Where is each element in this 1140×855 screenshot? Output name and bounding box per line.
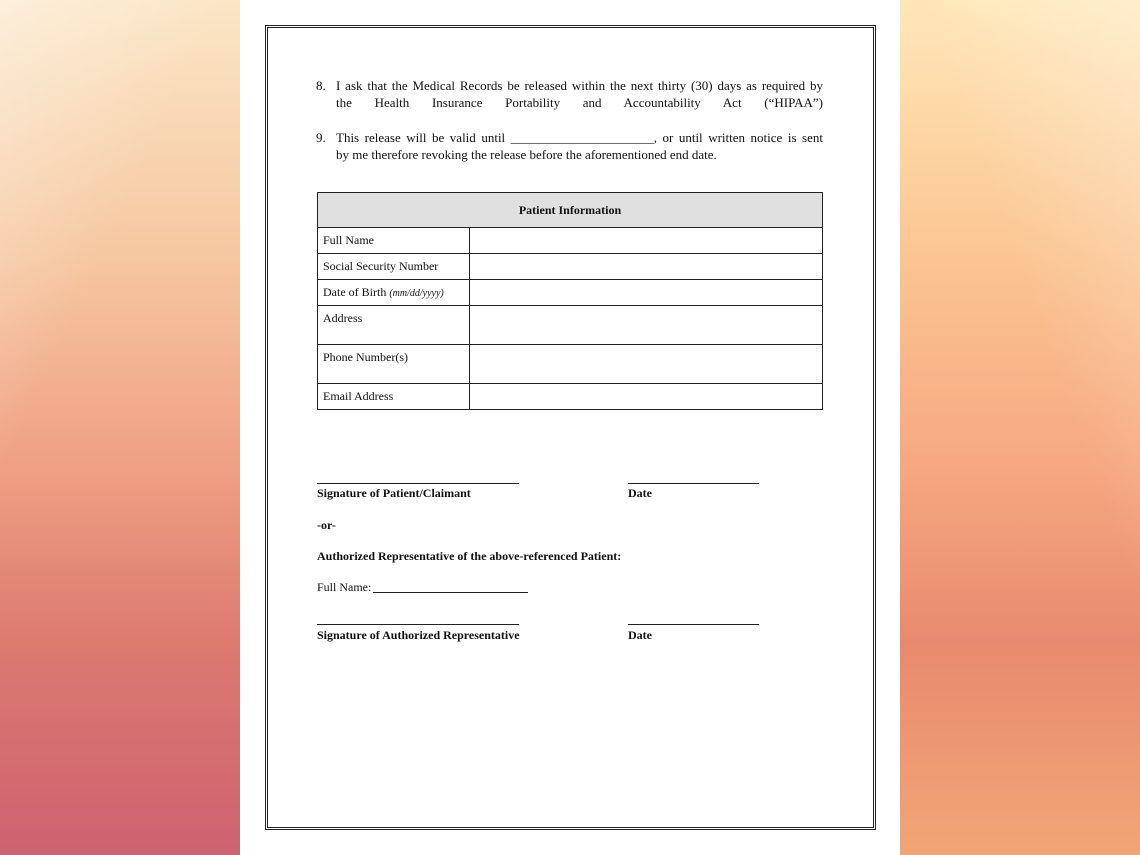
row-label: Date of Birth <box>323 285 387 299</box>
representative-signature-line[interactable] <box>317 624 519 625</box>
table-row <box>318 345 823 384</box>
date-label: Date <box>628 486 652 500</box>
date-format-hint: (mm/dd/yyyy) <box>389 288 444 299</box>
clause-text-line: This release will be valid until ______________________, or until written notice is sent <box>336 130 823 145</box>
full-name-label: Full Name: <box>317 580 372 594</box>
date-of-birth-field[interactable] <box>470 280 823 306</box>
phone-field[interactable] <box>470 345 823 384</box>
clause-9 <box>316 129 823 163</box>
clause-text-line: the Health Insurance Portability and Accountability Act (“HIPAA”) <box>336 95 823 110</box>
document-page <box>240 0 900 855</box>
table-row <box>318 280 823 306</box>
clause-text-line: by me therefore revoking the release before the aforementioned end date. <box>336 147 717 162</box>
table-row <box>318 384 823 410</box>
table-row <box>318 254 823 280</box>
patient-signature-label: Signature of Patient/Claimant <box>317 486 471 500</box>
row-label: Full Name <box>318 228 470 254</box>
clause-number: 8. <box>316 78 326 93</box>
representative-full-name-line[interactable] <box>373 592 528 593</box>
row-label-dob <box>318 280 470 306</box>
or-separator: -or- <box>317 518 336 532</box>
representative-heading: Authorized Representative of the above-referenced Patient: <box>317 549 622 563</box>
email-field[interactable] <box>470 384 823 410</box>
row-label: Email Address <box>318 384 470 410</box>
clause-8 <box>316 77 823 111</box>
full-name-field[interactable] <box>470 228 823 254</box>
clause-text-line: I ask that the Medical Records be released within the next thirty (30) days as required by <box>336 78 823 93</box>
ssn-field[interactable] <box>470 254 823 280</box>
date-label: Date <box>628 628 652 642</box>
table-row <box>318 228 823 254</box>
clause-number: 9. <box>316 130 326 145</box>
address-field[interactable] <box>470 306 823 345</box>
table-row <box>318 306 823 345</box>
row-label: Social Security Number <box>318 254 470 280</box>
table-header: Patient Information <box>318 193 823 228</box>
row-label: Address <box>318 306 470 345</box>
representative-signature-label: Signature of Authorized Representative <box>317 628 520 642</box>
background-left <box>0 0 240 855</box>
patient-signature-line[interactable] <box>317 483 519 484</box>
representative-date-line[interactable] <box>628 624 759 625</box>
patient-information-table <box>317 192 823 410</box>
row-label: Phone Number(s) <box>318 345 470 384</box>
background-right <box>900 0 1140 855</box>
patient-date-line[interactable] <box>628 483 759 484</box>
